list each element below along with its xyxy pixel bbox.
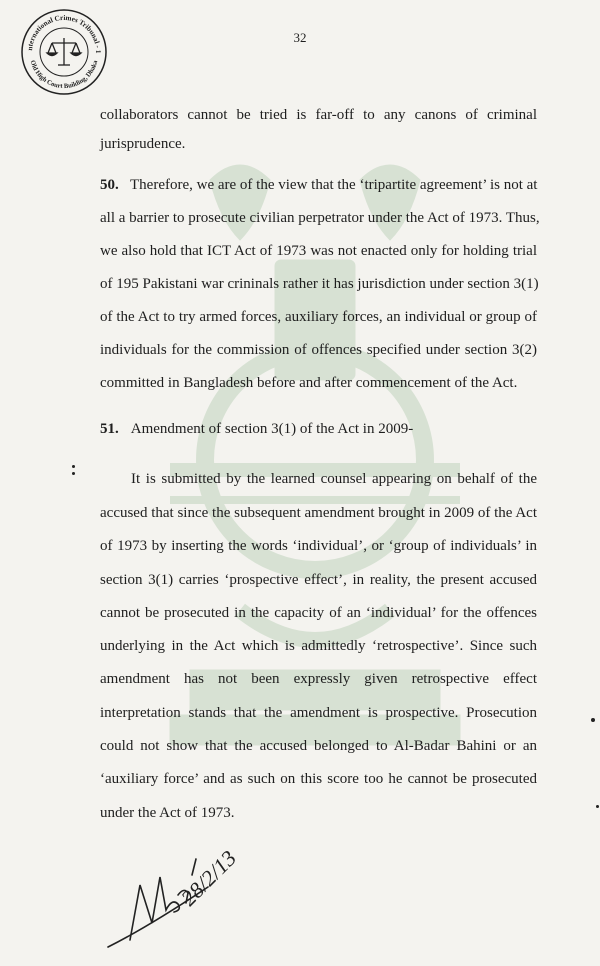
- handwritten-signature: [100, 835, 250, 955]
- paragraph-number: 51.: [100, 421, 119, 437]
- section-heading: [100, 421, 413, 438]
- scan-mark: [72, 472, 75, 475]
- signature-date: 28/2/13: [175, 845, 242, 911]
- scan-mark: [72, 465, 75, 468]
- text-line: under the Act of 1973.: [100, 805, 235, 821]
- text-line: of 195 Pakistani war crininals rather it has jurisdiction under section 3(1): [100, 276, 539, 292]
- text-line: jurisprudence.: [100, 136, 186, 152]
- page-number: 32: [293, 30, 307, 45]
- text-line: ‘auxiliary force’ and as such on this score too he cannot be prosecuted: [100, 771, 537, 787]
- text-line: 50. Therefore, we are of the view that the ‘tripartite agreement’ is not at: [100, 177, 538, 193]
- text-line: individuals for the commission of offences specified under section 3(2): [100, 342, 537, 358]
- text-line: all a barrier to prosecute civilian perpetrator under the Act of 1973. Thus,: [100, 210, 540, 226]
- text-line: cannot be prosecuted in the capacity of an ‘individual’ for the offences: [100, 605, 537, 621]
- text-line: interpretation stands that the amendment is prospective. Prosecution: [100, 705, 537, 721]
- text-line: of 1973 by inserting the words ‘individual’, or ‘group of individuals’ in: [100, 538, 537, 554]
- seal-text-bottom: Old High Court Building, Dhaka: [28, 59, 100, 91]
- seal-text-top: nternational Crimes Tribunal - 1: [25, 13, 103, 54]
- tribunal-watermark: [150, 140, 480, 750]
- text-line: could not show that the accused belonged to Al-Badar Bahini or an: [100, 738, 537, 754]
- heading-text: Amendment of section 3(1) of the Act in 2009-: [130, 421, 414, 437]
- scan-mark: [596, 805, 599, 808]
- paragraph-number: 50.: [100, 177, 119, 193]
- text-line: It is submitted by the learned counsel appearing on behalf of the: [131, 471, 537, 487]
- text-line: accused that since the subsequent amendment brought in 2009 of the Act: [100, 505, 537, 521]
- text-line: section 3(1) carries ‘prospective effect’, in reality, the present accused: [100, 572, 537, 588]
- text-line: amendment has not been expressly given retrospective effect: [100, 671, 537, 687]
- text-line: we also hold that ICT Act of 1973 was not enacted only for holding trial: [100, 243, 537, 259]
- text-line: collaborators cannot be tried is far-off to any canons of criminal: [100, 107, 537, 123]
- tribunal-seal: [20, 8, 108, 96]
- text-line: of the Act to try armed forces, auxiliary forces, an individual or group of: [100, 309, 537, 325]
- text-line: underlying in the Act which is admittedly ‘retrospective’. Since such: [100, 638, 537, 654]
- scan-mark: [591, 718, 595, 722]
- text-line: committed in Bangladesh before and after commencement of the Act.: [100, 375, 518, 391]
